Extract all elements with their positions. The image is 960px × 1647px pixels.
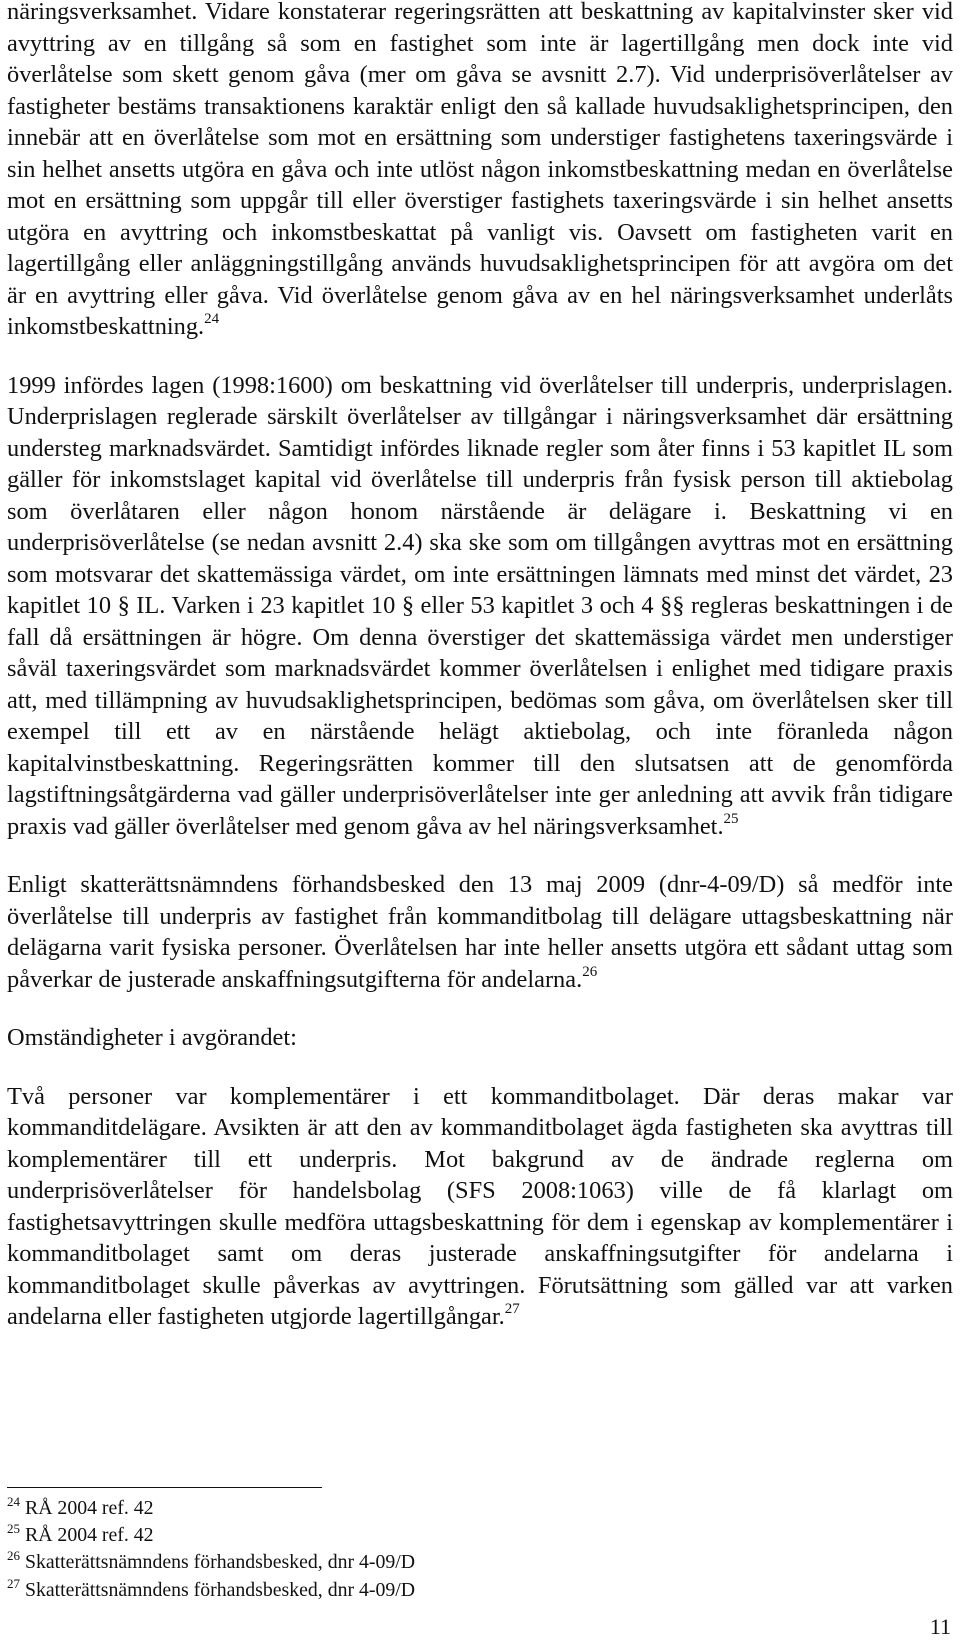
footnote-separator [7, 1487, 322, 1488]
paragraph-text: näringsverksamhet. Vidare konstaterar regeringsrätten att beskattning av kapitalvinster sker vid avyttring av en tillgång så som en fastighet som inte är lagertillgång men dock inte vid överlåtelse som skett genom gåva (mer om gåva se avsnitt 2.7). Vid underprisöverlåtelser av fastigheter bestäms transaktionens karaktär enligt den så kallade huvudsaklighetsprincipen, den innebär att en överlåtelse som mot en ersättning som understiger fastighetens taxeringsvärde i sin helhet ansetts utgöra en gåva och inte utlöst någon inkomstbeskattning medan en överlåtelse mot en ersättning som uppgår till eller överstiger fastighets taxeringsvärde i sin helhet ansetts utgöra en avyttring och inkomstbeskattat på vanligt vis. Oavsett om fastigheten varit en lagertillgång eller anläggningstillgång används huvudsaklighetsprincipen för att avgöra om det är en avyttring eller gåva. Vid överlåtelse genom gåva av en hel näringsverksamhet underlåts inkomstbeskattning. [7, 0, 953, 340]
paragraph-huvudsaklighetsprincipen [7, 0, 953, 343]
paragraph-omstandigheter [7, 1081, 953, 1333]
paragraph-text: Två personer var komplementärer i ett kommanditbolaget. Där deras makar var kommanditdelägare. Avsikten är att den av kommanditbolaget ägda fastigheten ska avyttras till komplementärer till ett underpris. Mot bakgrund av de ändrade reglerna om underprisöverlåtelser för handelsbolag (SFS 2008:1063) ville de få klarlagt om fastighetsavyttringen skulle medföra uttagsbeskattning för dem i egenskap av komplementärer i kommanditbolaget samt om deras justerade anskaffningsutgifter för andelarna i kommanditbolaget skulle påverkas av avyttringen. Förutsättning som gälled var att varken andelarna eller fastigheten utgjorde lagertillgångar. [7, 1082, 953, 1330]
footnote-25 [7, 1522, 707, 1549]
footnote-26 [7, 1549, 707, 1576]
paragraph-forhandsbesked [7, 869, 953, 995]
footnote-number: 26 [7, 1548, 20, 1564]
footnote-number: 24 [7, 1494, 20, 1509]
footnote-24 [7, 1495, 707, 1522]
body-text [7, 0, 953, 1333]
footnote-text: RÅ 2004 ref. 42 [25, 1497, 154, 1519]
footnote-27 [7, 1577, 707, 1604]
footnote-reference: 25 [723, 810, 739, 827]
paragraph-text: Enligt skatterättsnämndens förhandsbesked den 13 maj 2009 (dnr-4-09/D) så medför inte överlåtelse till underpris av fastighet från kommanditbolag till delägare uttagsbeskattning när delägarna varit fysiska personer. Överlåtelsen har inte heller ansetts utgöra ett sådant uttag som påverkar de justerade anskaffningsutgifterna för andelarna. [7, 871, 953, 993]
footnote-reference: 24 [204, 311, 220, 327]
footnote-text: Skatterättsnämndens förhandsbesked, dnr 4-09/D [25, 1578, 416, 1601]
paragraph-underprislagen [7, 370, 953, 843]
footnotes [7, 1495, 707, 1604]
section-heading [7, 1022, 953, 1054]
footnote-reference: 26 [582, 963, 598, 980]
heading-text: Omständigheter i avgörandet: [7, 1024, 297, 1051]
paragraph-text: 1999 infördes lagen (1998:1600) om beskattning vid överlåtelser till underpris, underprislagen. Underprislagen reglerade särskilt överlåtelser av tillgångar i näringsverksamhet där ersättning understeg marknadsvärdet. Samtidigt infördes liknade regler som åter finns i 53 kapitlet IL som gäller för inkomstslaget kapital vid överlåtelse till underpris från fysisk person till aktiebolag som överlåtaren eller någon honom närstående är delägare i. Beskattning vi en underprisöverlåtelse (se nedan avsnitt 2.4) ska ske som om tillgången avyttras mot en ersättning som motsvarar det skattemässiga värdet, om inte ersättningen lämnats med minst det värdet, 23 kapitlet 10 § IL. Varken i 23 kapitlet 10 § eller 53 kapitlet 3 och 4 §§ regleras beskattningen i de fall då ersättningen är högre. Om denna överstiger det skattemässiga värdet men understiger såväl taxeringsvärdet som marknadsvärdet kommer överlåtelsen i enlighet med tidigare praxis att, med tillämpning av huvudsaklighetsprincipen, bedömas som gåva, om överlåtelsen sker till exempel till ett av en närstående helägt aktiebolag, och inte föranleda någon kapitalvinstbeskattning. Regeringsrätten kommer till den slutsatsen att de genomförda lagstiftningsåtgärderna vad gäller underprisöverlåtelser inte ger anledning att avvik från tidigare praxis vad gäller överlåtelser med genom gåva av hel näringsverksamhet. [7, 371, 953, 840]
footnote-text: Skatterättsnämndens förhandsbesked, dnr 4-09/D [25, 1551, 416, 1574]
footnote-number: 25 [7, 1521, 20, 1537]
footnote-reference: 27 [504, 1301, 520, 1317]
footnote-text: RÅ 2004 ref. 42 [25, 1524, 154, 1547]
page-number: 11 [929, 1614, 951, 1639]
footnote-number: 27 [7, 1575, 20, 1591]
